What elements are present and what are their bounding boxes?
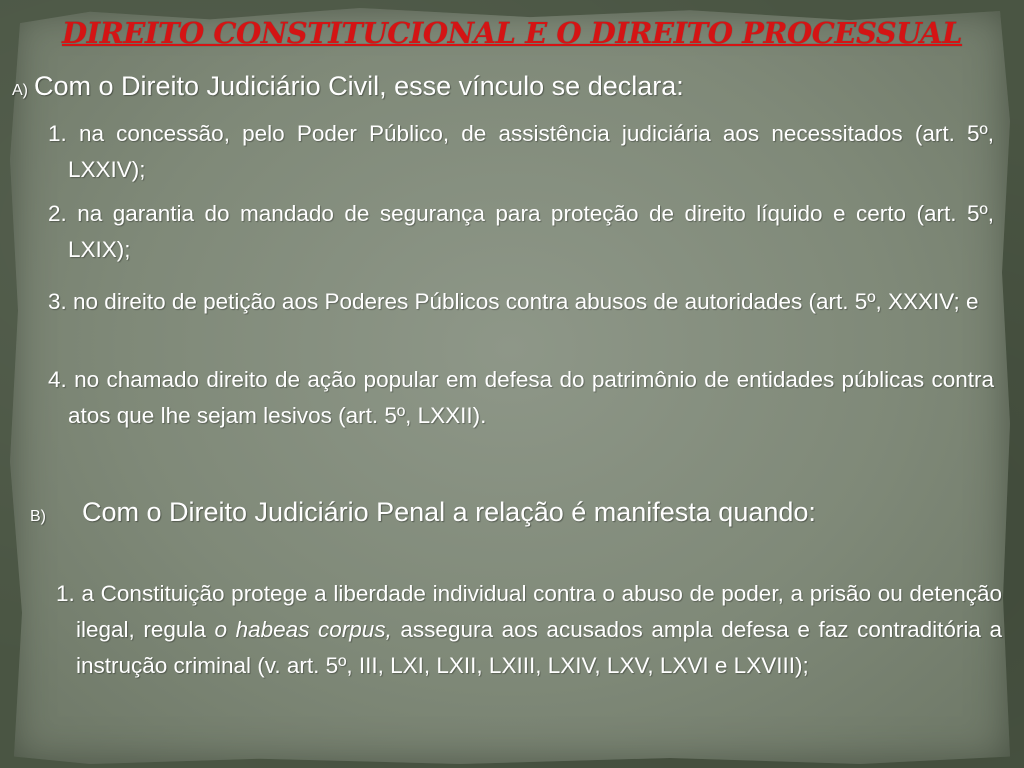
section-a-item-4: 4. no chamado direito de ação popular em defesa do patrimônio de entidades públicas contra atos que lhe sejam lesivos (art. 5º, LXXII). (48, 367, 994, 428)
slide-title: DIREITO CONSTITUCIONAL E O DIREITO PROCESSUAL (61, 16, 962, 50)
section-a-marker: A) (12, 82, 28, 99)
section-b-item-1: 1. a Constituição protege a liberdade individual contra o abuso de poder, a prisão ou detenção ilegal, regula o habeas corpus, assegura aos acusados ampla defesa e faz contraditória a instrução criminal (v. art. 5º, III, LXI, LXII, LXIII, LXIV, LXV, LXVI e LXVIII); (56, 581, 1002, 678)
section-a-heading (12, 68, 1002, 109)
section-a-item-3: 3. no direito de petição aos Poderes Públicos contra abusos de autoridades (art. 5º, XXXIV; e (48, 289, 979, 314)
section-b-marker: B) (30, 508, 46, 525)
section-a-item-2: 2. na garantia do mandado de segurança para proteção de direito líquido e certo (art. 5º, LXIX); (48, 201, 994, 262)
section-a-heading-text: Com o Direito Judiciário Civil, esse vínculo se declara: (34, 71, 684, 101)
section-b-heading (30, 494, 1000, 535)
section-b-heading-text: Com o Direito Judiciário Penal a relação é manifesta quando: (82, 497, 816, 527)
habeas-corpus-italic: o habeas corpus, (214, 617, 392, 642)
section-a-item-1: 1. na concessão, pelo Poder Público, de assistência judiciária aos necessitados (art. 5º, LXXIV); (48, 121, 994, 182)
